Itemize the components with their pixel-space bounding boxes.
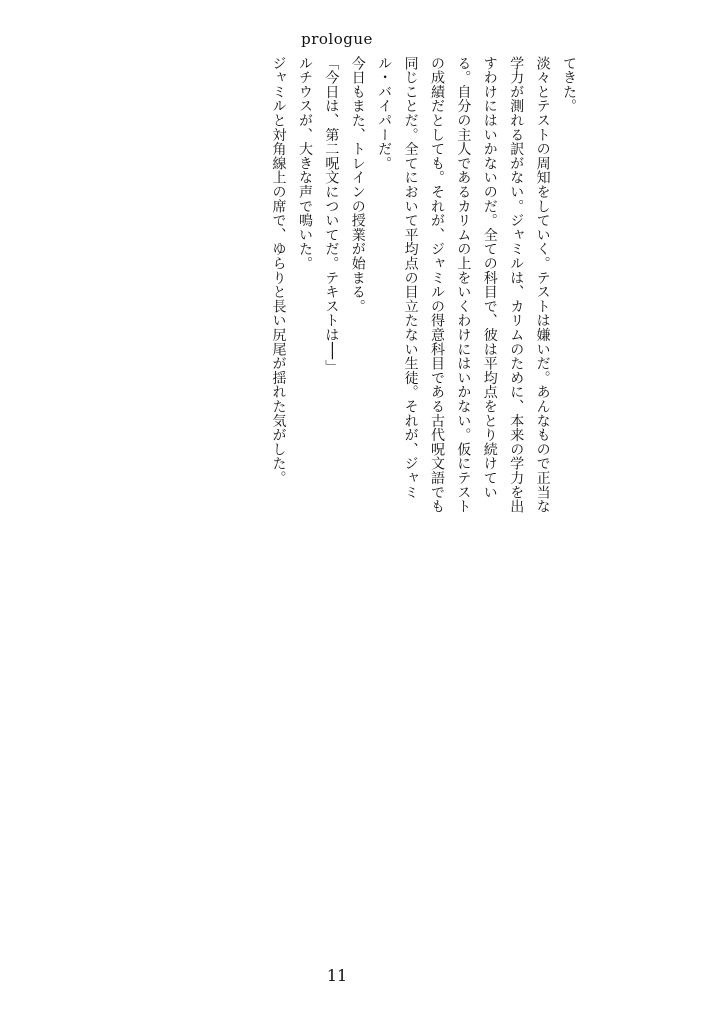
paragraph: てきた。 [561,56,577,114]
paragraph: ジャミルと対角線上の席で、ゆらりと長い尻尾が揺れた気がした。 [270,56,287,485]
paragraph: 淡々とテストの周知をしていく。テストは嫌いだ。あんなもので正当な学力が測れる訳がない。ジャミルは、カリムのために、本来の学力を出すわけにはいかないのだ。全ての科目で、彼は平均点をとり続けている。自分の主人であるカリムの上をいくわけにはいかない。仮にテストの成績だとしても。それが、ジャミルの得意科目である古代呪文語でも同じことだ。全てにおいて平均点の目立たない生徒。それが、ジャミル・バイパーだ。 [376,56,551,514]
running-header: prologue [301,30,373,48]
vertical-body-text [265,56,582,516]
paragraph: ルチウスが、大きな声で鳴いた。 [296,56,313,271]
page-number: 11 [326,966,348,985]
paragraph: 今日もまた、トレインの授業が始まる。 [349,56,366,314]
paragraph: 「今日は、第二呪文についてだ。テキストは──」 [323,56,340,374]
